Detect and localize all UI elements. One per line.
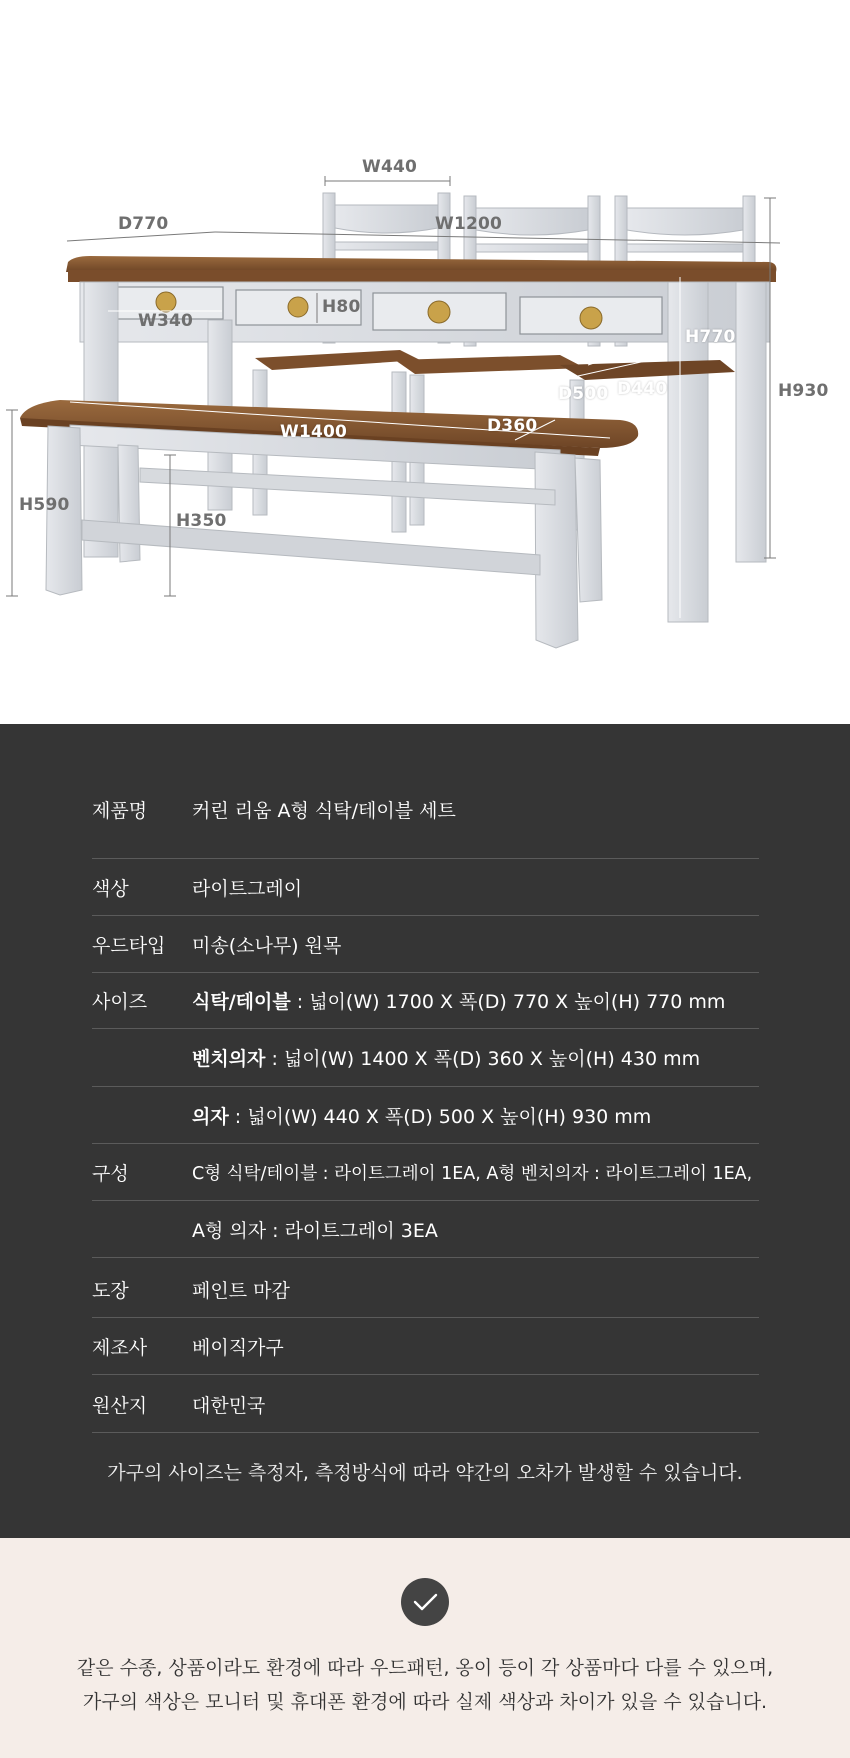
dim-drawer-width: W340 [138, 311, 194, 331]
spec-value: C형 식탁/테이블 : 라이트그레이 1EA, A형 벤치의자 : 라이트그레이 1EA, [192, 1164, 753, 1184]
spec-row [92, 1317, 759, 1375]
dim-chair-width: W440 [362, 157, 418, 177]
dim-drawer-height: H80 [322, 297, 361, 317]
spec-value: 식탁/테이블 : 넓이(W) 1700 X 폭(D) 770 X 높이(H) 770 mm [192, 991, 726, 1013]
dim-table-height: H770 [685, 327, 736, 347]
spec-label: 제품명 [92, 800, 148, 822]
dim-table-depth: D770 [118, 214, 169, 234]
dim-bench-seat-height: H350 [176, 511, 227, 531]
spec-row [92, 915, 759, 973]
spec-row [92, 1086, 759, 1144]
notice-section [0, 1538, 850, 1758]
spec-value: 의자 : 넓이(W) 440 X 폭(D) 500 X 높이(H) 930 mm [192, 1106, 652, 1128]
furniture-drawing [0, 0, 850, 724]
dim-table-width: W1200 [435, 214, 503, 234]
spec-section [0, 724, 850, 1538]
spec-row [92, 1200, 759, 1258]
spec-value: 벤치의자 : 넓이(W) 1400 X 폭(D) 360 X 높이(H) 430 mm [192, 1048, 701, 1070]
spec-value: 라이트그레이 [192, 878, 303, 900]
spec-value: 페인트 마감 [192, 1280, 290, 1302]
spec-label: 사이즈 [92, 991, 148, 1013]
spec-label: 구성 [92, 1163, 129, 1185]
spec-label: 원산지 [92, 1395, 148, 1417]
spec-row [92, 1143, 759, 1201]
size-tolerance-note: 가구의 사이즈는 측정자, 측정방식에 따라 약간의 오차가 발생할 수 있습니다. [107, 1462, 743, 1484]
notice-line-2: 가구의 색상은 모니터 및 휴대폰 환경에 따라 실제 색상과 차이가 있을 수 있습니다. [82, 1691, 768, 1713]
spec-value: 미송(소나무) 원목 [192, 935, 342, 957]
spec-value: 커린 리움 A형 식탁/테이블 세트 [192, 800, 456, 822]
notice-line-1: 같은 수종, 상품이라도 환경에 따라 우드패턴, 옹이 등이 각 상품마다 다를 수 있으며, [76, 1657, 774, 1679]
spec-value: 베이직가구 [192, 1337, 284, 1359]
spec-label: 도장 [92, 1280, 129, 1302]
spec-label: 색상 [92, 878, 129, 900]
dim-bench-height: H590 [19, 495, 70, 515]
spec-row [92, 800, 759, 859]
dim-chair-seat-depth: D440 [617, 379, 668, 399]
dim-chair-depth: D500 [558, 384, 609, 404]
dim-chair-height: H930 [778, 381, 829, 401]
dim-bench-width: W1400 [280, 422, 348, 442]
spec-row [92, 1257, 759, 1318]
spec-row [92, 858, 759, 916]
dim-bench-depth: D360 [487, 416, 538, 436]
spec-row [92, 1028, 759, 1087]
spec-value: A형 의자 : 라이트그레이 3EA [192, 1220, 438, 1242]
check-icon [401, 1578, 449, 1626]
spec-label: 제조사 [92, 1337, 148, 1359]
spec-row [92, 1374, 759, 1433]
spec-row [92, 972, 759, 1029]
product-illustration [0, 0, 850, 724]
spec-value: 대한민국 [192, 1395, 266, 1417]
spec-label: 우드타입 [92, 935, 166, 957]
